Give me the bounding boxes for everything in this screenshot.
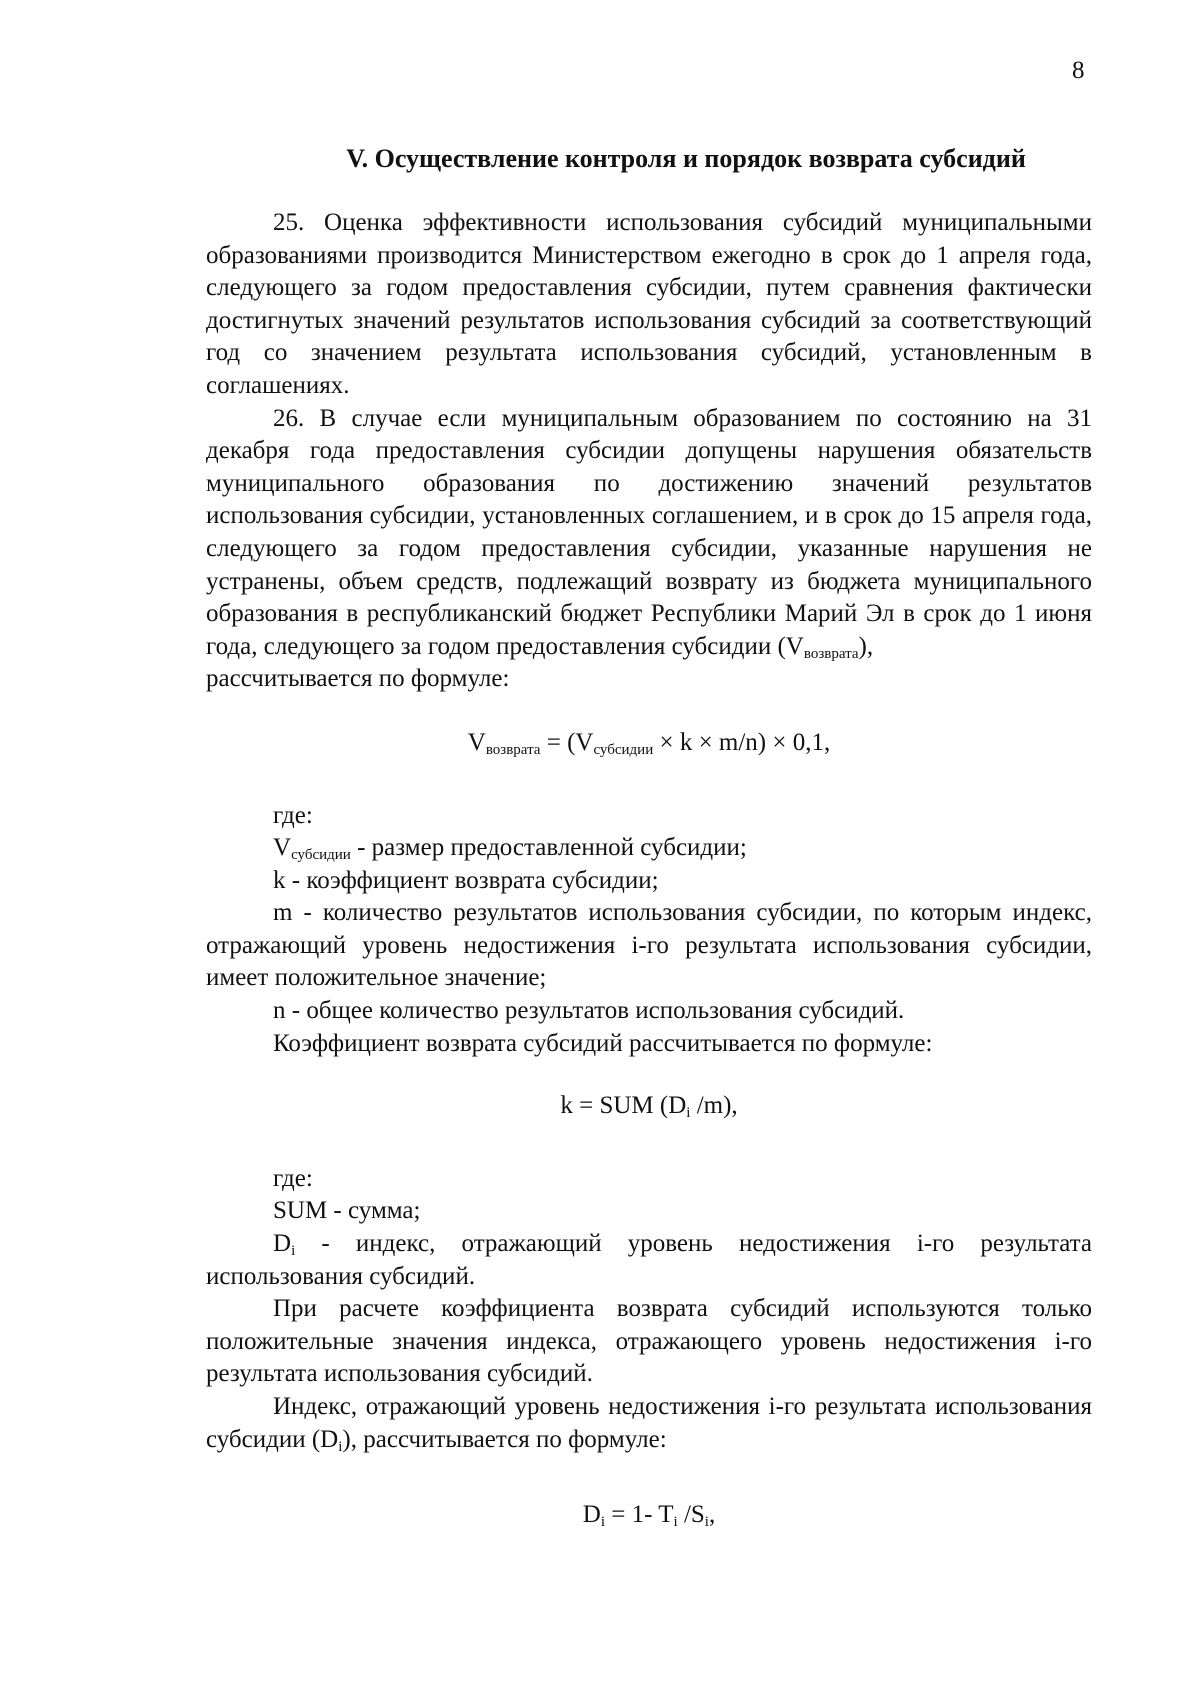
formula3-sub3: i	[704, 1514, 709, 1531]
coefficient-intro: Коэффициент возврата субсидий рассчитывается по формуле:	[273, 1029, 933, 1057]
formula3-sub2: i	[673, 1514, 678, 1531]
formula3-end: ,	[708, 1501, 716, 1529]
definition-m: m - количество результатов использования субсидии, по которым индекс, отражающий уровень недостижения i-го результата использования субсидии, имеет положительное значение;	[206, 899, 1092, 992]
p-index-start: Индекс, отражающий уровень недостижения i-го результата использования субсидии (D	[206, 1393, 1092, 1453]
def-d-symbol: D	[273, 1230, 292, 1258]
formula1-sub-vozvrata: возврата	[485, 741, 541, 758]
formula2-sub-i: i	[686, 1105, 691, 1122]
section-heading: V. Осуществление контроля и порядок возврата субсидий	[346, 144, 1026, 173]
paragraph-26-end: ),	[858, 632, 874, 660]
paragraph-26-last-line: рассчитывается по формуле:	[206, 665, 510, 693]
formula2-end: /m),	[690, 1092, 738, 1120]
definition-sum: SUM - сумма;	[273, 1197, 421, 1225]
def-v-text: - размер предоставленной субсидии;	[350, 834, 747, 862]
formula1-sub-subsidii: субсидии	[593, 741, 654, 758]
formula3-sub1: i	[600, 1514, 606, 1531]
formula3-mid2: /S	[677, 1501, 705, 1529]
formula2-start: k = SUM (D	[560, 1092, 687, 1120]
definition-k: k - коэффициент возврата субсидии;	[273, 866, 659, 894]
paragraph-index	[206, 1391, 1092, 1456]
formula1-mid: = (V	[540, 728, 594, 756]
definition-v	[206, 832, 1092, 865]
formula3-mid: = 1- T	[605, 1501, 674, 1529]
p-index-sub-i: i	[338, 1438, 343, 1455]
formula1-end: × k × m/n) × 0,1,	[653, 728, 831, 756]
subscript-vozvrata: возврата	[803, 645, 859, 662]
where-label-2: где:	[273, 1164, 313, 1192]
definition-n: n - общее количество результатов использования субсидий.	[273, 997, 905, 1025]
body-text	[206, 207, 1092, 1532]
formula3-d: D	[582, 1501, 601, 1529]
def-v-subscript: субсидии	[291, 847, 351, 864]
formula-coefficient	[206, 1090, 1092, 1123]
page-number: 8	[1072, 57, 1085, 84]
def-d-text: - индекс, отражающий уровень недостижения i-го результата использования субсидий.	[206, 1230, 1092, 1290]
formula-index	[206, 1499, 1092, 1532]
definition-d	[206, 1228, 1092, 1293]
formula1-v: V	[467, 728, 486, 756]
paragraph-26	[206, 403, 1092, 664]
def-v-symbol: V	[273, 834, 292, 862]
p-index-end: ), рассчитывается по формуле:	[342, 1425, 667, 1453]
paragraph-26-text: 26. В случае если муниципальным образованием по состоянию на 31 декабря года предоставления субсидии допущены нарушения обязательств муниципального образования по достижению значений результатов использования субсидии, установленных соглашением, и в срок до 15 апреля года, следующего за годом предоставления субсидии, указанные нарушения не устранены, объем средств, подлежащий возврату из бюджета муниципального образования в республиканский бюджет Республики Марий Эл в срок до 1 июня года, следующего за годом предоставления субсидии (V	[206, 404, 1092, 660]
def-d-subscript: i	[291, 1243, 296, 1260]
formula-return-volume	[206, 727, 1092, 760]
paragraph-25: 25. Оценка эффективности использования субсидий муниципальными образованиями производится Министерством ежегодно в срок до 1 апреля года, следующего за годом предоставления субсидии, путем сравнения фактически достигнутых значений результатов использования субсидий за соответствующий год со значением результата использования субсидий, установленным в соглашениях.	[206, 209, 1092, 399]
where-label-1: где:	[273, 801, 313, 829]
paragraph-positive-values: При расчете коэффициента возврата субсидий используются только положительные значения индекса, отражающего уровень недостижения i-го результата использования субсидий.	[206, 1295, 1092, 1388]
